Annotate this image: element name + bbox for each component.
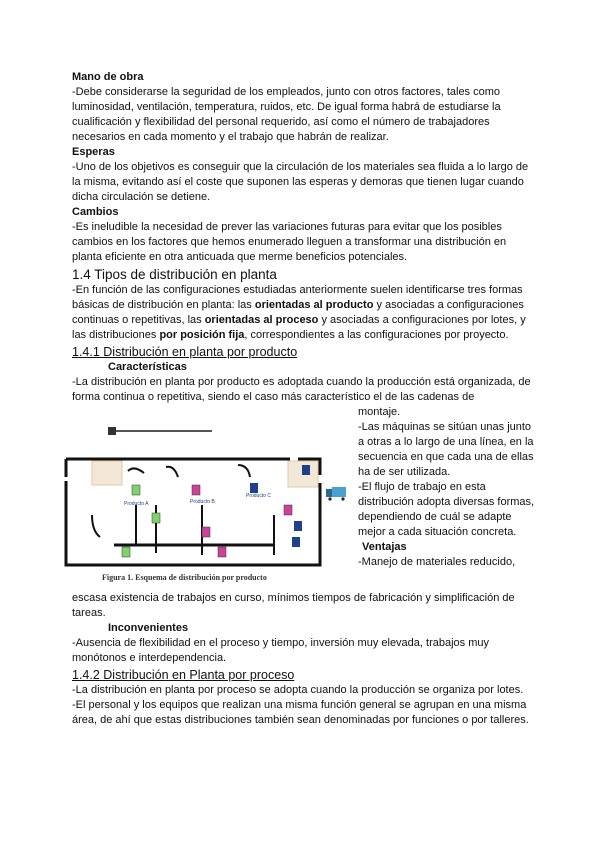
machine-green-2: [152, 513, 160, 523]
heading-esperas: Esperas: [72, 146, 115, 158]
machine-navy-3: [292, 537, 300, 547]
machine-magenta-4: [218, 547, 226, 557]
paragraph-caracteristicas: -La distribución en planta por producto es adoptada cuando la producción está organizada, de forma continua o repetitiva, siendo el caso más característico el de las cadenas de: [72, 376, 531, 403]
heading-ventajas: Ventajas: [362, 541, 407, 553]
paragraph-inconvenientes: -Ausencia de flexibilidad en el proceso y tiempo, inversión muy elevada, trabajos muy monótonos e interdependencia.: [72, 637, 489, 664]
machine-navy-4: [302, 465, 310, 475]
heading-mano-de-obra: Mano de obra: [72, 71, 144, 83]
figure-caption: Figura 1. Esquema de distribución por producto: [102, 573, 267, 582]
flow-arrow-3: [238, 465, 250, 477]
machine-magenta-1: [192, 485, 200, 495]
paragraph-cambios: -Es ineludible la necesidad de prever las variaciones futuras para evitar que los posibles cambios en los factores que hemos enumerado lleguen a transformar una distribución en planta eficiente en otra anticuada que merme beneficios potenciales.: [72, 221, 507, 263]
conveyor-head: [108, 427, 116, 435]
paragraph-ventajas: escasa existencia de trabajos en curso, mínimos tiempos de fabricación y simplificación de tareas.: [72, 592, 515, 619]
label-producto-b: Producto B: [190, 499, 215, 505]
product-layout-diagram: [62, 405, 352, 583]
figure-row: [72, 405, 535, 585]
paragraph-proceso-2: -El personal y los equipos que realizan una misma función general se agrupan en una misma área, de ahí que estas distribuciones también sean denominadas por funciones o por talleres.: [72, 699, 529, 726]
side-paragraph-2: -El flujo de trabajo en esta distribución adopta diversas formas, dependiendo de cuál se adapte mejor a cada situación concreta.: [358, 481, 535, 538]
receiving-room: [92, 461, 122, 485]
machine-navy-1: [250, 483, 258, 493]
layout-figure: [62, 405, 352, 583]
flow-arrow-4: [92, 515, 100, 537]
machine-navy-2: [294, 521, 302, 531]
figure-side-text: [358, 405, 538, 570]
flow-arrow-1: [128, 468, 144, 473]
tipos-bold-producto: orientadas al producto: [254, 299, 374, 311]
flow-arrow-2: [166, 467, 178, 477]
tipos-text-4: , correspondientes a las configuraciones por proyecto.: [244, 329, 509, 341]
paragraph-proceso-1: -La distribución en planta por proceso se adopta cuando la producción se organiza por lotes.: [72, 684, 524, 696]
tipos-text-1: -En función de las configuraciones estudiadas anteriormente suelen identificarse tres formas básicas de distribución en planta: las: [72, 284, 523, 311]
machine-green-1: [132, 485, 140, 495]
heading-distribucion-proceso: 1.4.2 Distribución en Planta por proceso: [72, 668, 295, 682]
label-producto-a: Producto A: [124, 501, 149, 507]
machine-magenta-3: [284, 505, 292, 515]
paragraph-esperas: -Uno de los objetivos es conseguir que la circulación de los materiales sea fluida a lo largo de la misma, evitando así el coste que suponen las esperas y demoras que tienen lugar cuando dicha circulación se detiene.: [72, 161, 529, 203]
tipos-bold-proceso: orientadas al proceso: [204, 314, 319, 326]
heading-inconvenientes: Inconvenientes: [108, 622, 189, 634]
montaje-word: montaje.: [358, 406, 401, 418]
tipos-text-2: y asociadas a configuraciones continuas o repetitivas, las: [72, 299, 524, 326]
label-producto-c: Producto C: [246, 493, 272, 499]
ventajas-first-line: -Manejo de materiales reducido,: [358, 556, 516, 568]
machine-magenta-2: [202, 527, 210, 537]
heading-distribucion-producto: 1.4.1 Distribución en planta por producto: [72, 345, 298, 359]
outgoing-truck-icon: [326, 487, 346, 501]
machine-green-3: [122, 547, 130, 557]
document-page: [72, 70, 535, 728]
side-paragraph-1: -Las máquinas se sitúan unas junto a otras a lo largo de una línea, en la secuencia en que cada una de ellas ha de ser utilizada.: [358, 421, 534, 478]
heading-caracteristicas: Características: [108, 361, 187, 373]
heading-tipos-distribucion: 1.4 Tipos de distribución en planta: [72, 267, 277, 282]
tipos-bold-posicion: por posición fija: [159, 329, 245, 341]
heading-cambios: Cambios: [72, 206, 119, 218]
paragraph-mano-de-obra: -Debe considerarse la seguridad de los empleados, junto con otros factores, tales como luminosidad, ventilación, temperatura, ruidos, etc. De igual forma habrá de estudiarse la cualificación y flexibilidad del personal requerido, así como el número de trabajadores necesarios en cada momento y el trabajo que habrán de realizar.: [72, 86, 501, 143]
tipos-text-3: y asociadas a configuraciones por lotes, y las distribuciones: [72, 314, 526, 341]
paragraph-tipos-distribucion: [72, 283, 532, 343]
